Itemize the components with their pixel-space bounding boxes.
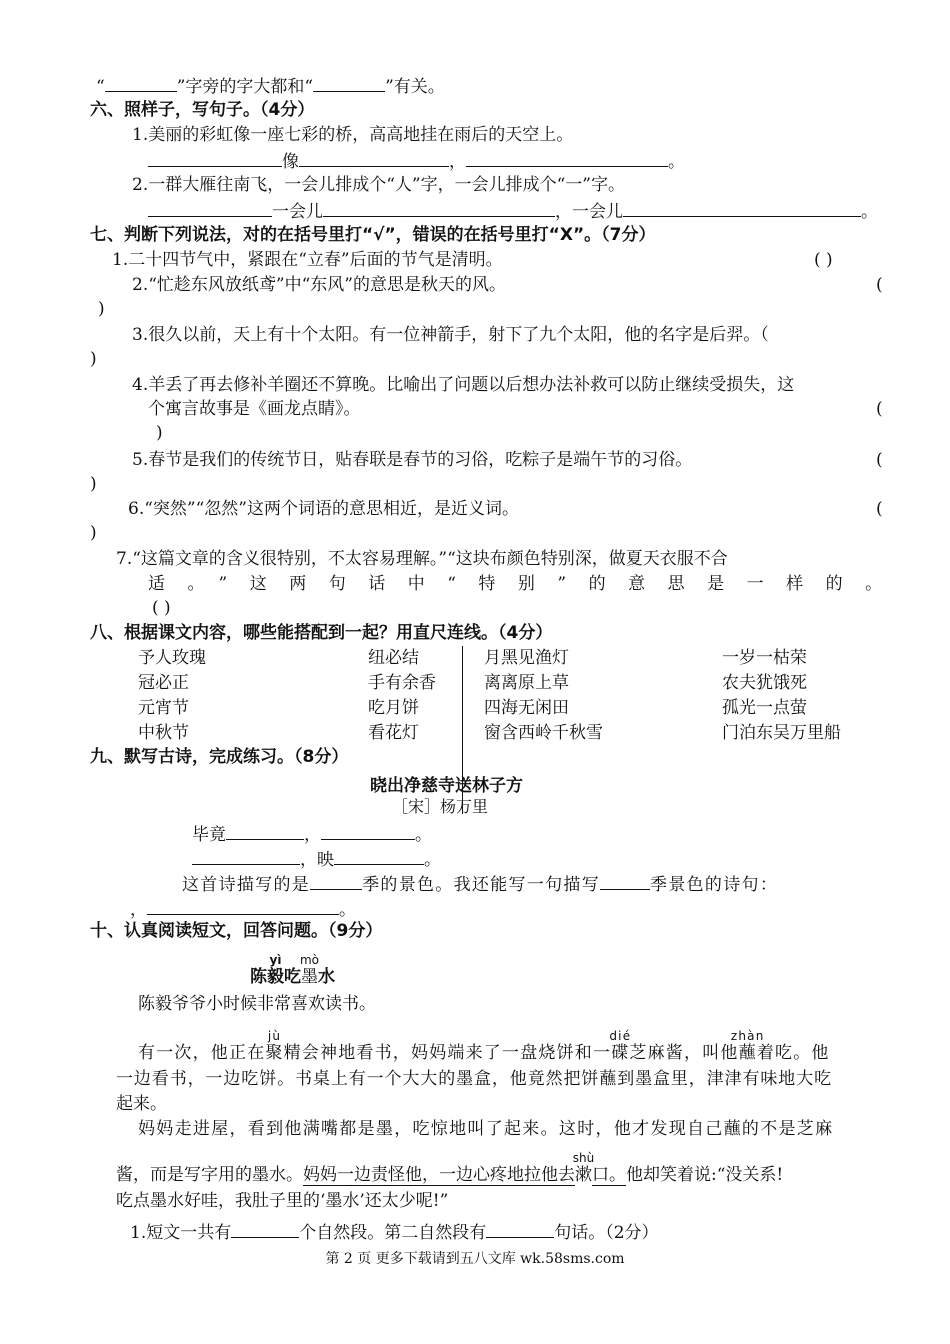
blank[interactable]: [334, 847, 424, 865]
s6-answer-2: 一会儿 ，一会儿 。: [148, 199, 878, 223]
answer-paren-open[interactable]: (: [876, 450, 883, 470]
blank[interactable]: [148, 149, 282, 167]
answer-paren[interactable]: ( ): [152, 598, 171, 618]
answer-paren-open[interactable]: (: [876, 399, 883, 419]
s7-item-7-cont: 适。”这两句话中“特别”的意思是一样的。: [148, 574, 905, 594]
match-item[interactable]: 门泊东吴万里船: [722, 723, 841, 743]
match-item[interactable]: 予人玫瑰: [138, 648, 206, 668]
story-p3-line3: 吃点墨水好哇，我肚子里的‘墨水’还太少呢!”: [116, 1191, 449, 1211]
line-0: “ ”字旁的字大都和“ ”有关。: [96, 74, 445, 98]
blank[interactable]: [466, 149, 668, 167]
section-8-title: 八、根据课文内容，哪些能搭配到一起？用直尺连线。（4分）: [90, 623, 553, 643]
blank[interactable]: [486, 1220, 554, 1238]
answer-paren-close: ): [90, 474, 97, 494]
poem-line-1: 毕竟 ， 。: [192, 822, 432, 846]
s7-item-6: 6.“突然”“忽然”这两个词语的意思相近，是近义词。: [128, 499, 519, 519]
match-item[interactable]: 冠必正: [138, 673, 189, 693]
match-item[interactable]: 看花灯: [368, 723, 419, 743]
story-p2-line2: 一边看书，一边吃饼。书桌上有一个大大的墨盒，他竟然把饼蘸到墨盒里，津津有味地大吃: [116, 1069, 832, 1089]
match-item[interactable]: 手有余香: [368, 673, 436, 693]
blank[interactable]: [148, 199, 272, 217]
section-7-title: 七、判断下列说法，对的在括号里打“√”，错误的在括号里打“X”。（7分）: [90, 225, 656, 245]
s6-answer-1: 像 ， 。: [148, 149, 685, 173]
blank[interactable]: [323, 199, 555, 217]
answer-paren-close: ): [90, 523, 97, 543]
blank[interactable]: [299, 149, 449, 167]
s7-item-1: 1.二十四节气中，紧跟在“立春”后面的节气是清明。: [112, 250, 503, 270]
poem-question-cont: ， 。: [130, 897, 356, 921]
answer-paren-open[interactable]: (: [876, 499, 883, 519]
story-p2-line1: 有一次，他正在 jù 聚精会神地看书，妈妈端来了一盘烧饼和一 dié 碟芝麻酱，叫他 zhàn 蘸着吃。他: [138, 1029, 830, 1063]
blank[interactable]: [600, 872, 650, 890]
match-item[interactable]: 四海无闲田: [484, 698, 569, 718]
answer-paren[interactable]: ( ): [814, 250, 833, 270]
story-p1: 陈毅爷爷小时候非常喜欢读书。: [138, 994, 376, 1014]
match-item[interactable]: 一岁一枯荣: [722, 648, 807, 668]
s6-example-2: 2.一群大雁往南飞，一会儿排成个“人”字，一会儿排成个“一”字。: [132, 175, 625, 195]
match-item[interactable]: 窗含西岭千秋雪: [484, 723, 603, 743]
story-p2-line3: 起来。: [116, 1094, 167, 1114]
blank[interactable]: [310, 872, 362, 890]
match-item[interactable]: 中秋节: [138, 723, 189, 743]
blank[interactable]: [147, 897, 339, 915]
blank[interactable]: [623, 199, 861, 217]
s7-item-7: 7.“这篇文章的含义很特别，不太容易理解。”“这块布颜色特别深，做夏天衣服不合: [116, 549, 728, 569]
blank[interactable]: [105, 74, 177, 92]
poem-title: 晓出净慈寺送林子方: [370, 776, 523, 796]
s7-item-3: 3.很久以前，天上有十个太阳。有一位神箭手，射下了九个太阳，他的名字是后羿。（: [132, 325, 769, 345]
answer-paren-close: ): [98, 299, 105, 319]
match-item[interactable]: 元宵节: [138, 698, 189, 718]
poem-question: 这首诗描写的是 季的景色。我还能写一句描写 季景色的诗句：: [182, 872, 778, 896]
match-item[interactable]: 孤光一点萤: [722, 698, 807, 718]
blank[interactable]: [313, 74, 385, 92]
story-p3-line1: 妈妈走进屋，看到他满嘴都是墨，吃惊地叫了起来。这时，他才发现自己蘸的不是芝麻: [138, 1119, 834, 1139]
s6-example-1: 1.美丽的彩虹像一座七彩的桥，高高地挂在雨后的天空上。: [132, 125, 574, 145]
question-1: 1.短文一共有 个自然段。第二自然段有 句话。（2分）: [130, 1220, 659, 1244]
poem-line-2: ，映 。: [192, 847, 441, 871]
match-item[interactable]: 离离原上草: [484, 673, 569, 693]
poem-author: ［宋］杨万里: [392, 797, 489, 816]
section-9-title: 九、默写古诗，完成练习。（8分）: [90, 747, 349, 767]
section-10-title: 十、认真阅读短文，回答问题。（9分）: [90, 921, 383, 941]
section-6-title: 六、照样子，写句子。（4分）: [90, 100, 315, 120]
answer-paren-close: ): [90, 349, 97, 369]
page-footer: 第 2 页 更多下载请到五八文库 wk.58sms.com: [325, 1251, 625, 1267]
s7-item-5: 5.春节是我们的传统节日，贴春联是春节的习俗，吃粽子是端午节的习俗。: [132, 450, 693, 470]
story-title: 陈 yì 毅吃 mò 墨水: [250, 953, 335, 987]
match-item[interactable]: 农夫犹饿死: [722, 673, 807, 693]
match-item[interactable]: 纽必结: [368, 648, 419, 668]
s7-item-4-cont: 个寓言故事是《画龙点睛》。: [148, 399, 361, 419]
blank[interactable]: [226, 822, 304, 840]
match-item[interactable]: 吃月饼: [368, 698, 419, 718]
match-item[interactable]: 月黑见渔灯: [484, 648, 569, 668]
s7-item-2: 2.“忙趁东风放纸鸢”中“东风”的意思是秋天的风。: [132, 275, 506, 295]
blank[interactable]: [192, 847, 300, 865]
answer-paren-open[interactable]: (: [876, 275, 883, 295]
blank[interactable]: [321, 822, 415, 840]
blank[interactable]: [231, 1220, 299, 1238]
answer-paren-close: ): [156, 423, 163, 443]
story-p3-line2: 酱，而是写字用的墨水。妈妈一边责怪他，一边心疼地拉他去 shù 漱口。他却笑着说:“没关系!: [116, 1151, 784, 1185]
s7-item-4: 4.羊丢了再去修补羊圈还不算晚。比喻出了问题以后想办法补救可以防止继续受损失，这: [132, 375, 795, 395]
